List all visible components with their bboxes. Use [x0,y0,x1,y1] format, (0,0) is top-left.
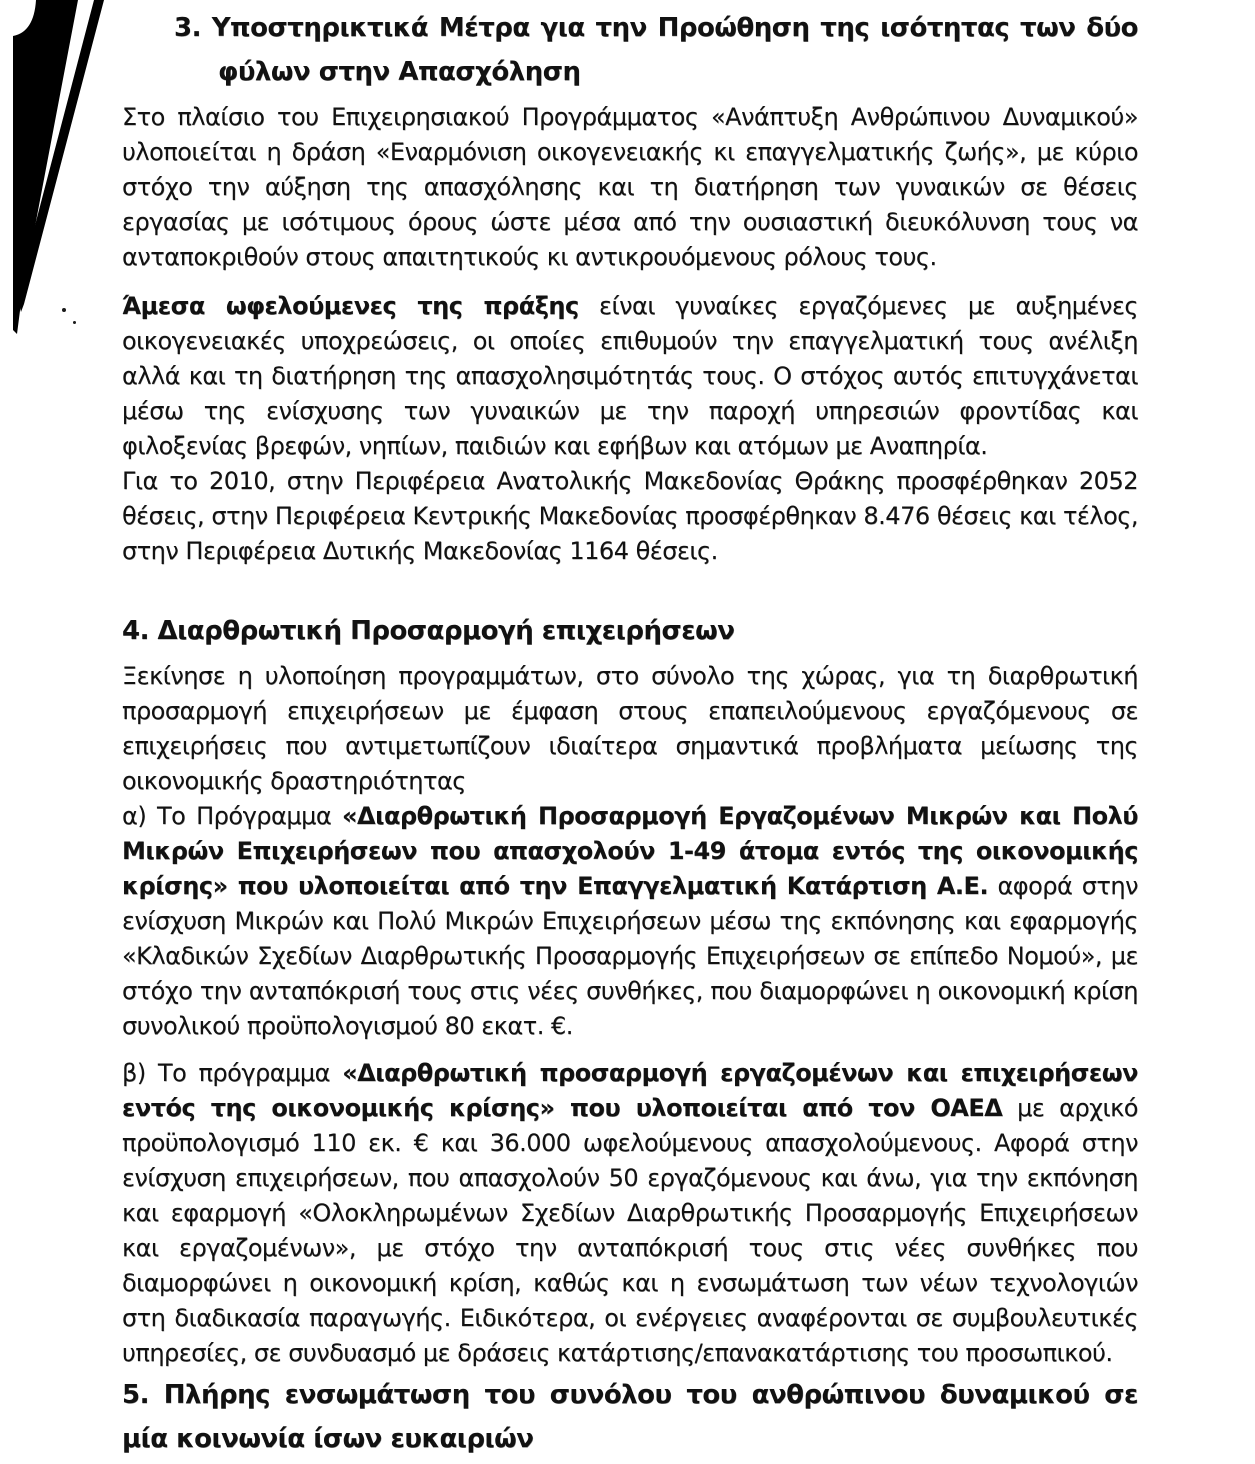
item-b-lead: β) Το πρόγραμμα [122,1059,343,1087]
item-b-program-title-bold: «Διαρθρωτική προσαρμογή εργαζομένων και επιχειρήσεων εντός της οικονομικής κρίσης» που υλοποιείται από τον ΟΑΕΔ [122,1059,1138,1122]
item-a-lead: α) Το Πρόγραμμα [122,802,343,830]
section-4-item-b [122,1056,1138,1371]
section-3-number: 3. [174,13,201,43]
section-3-paragraph-beneficiaries [122,289,1138,464]
document-content [122,6,1138,1461]
beneficiaries-lead-bold: Άμεσα ωφελούμενες της πράξης [122,292,579,320]
scan-speckle [62,308,66,312]
beneficiaries-body: είναι γυναίκες εργαζόμενες με αυξημένες οικογενειακές υποχρεώσεις, οι οποίες επιθυμούν την επαγγελματική τους ανέλιξη αλλά και τη διατήρηση της απασχολησιμότητάς τους. Ο στόχος αυτός επιτυγχάνεται μέσω της ενίσχυσης των γυναικών με την παροχή υπηρεσιών φροντίδας και φιλοξενίας βρεφών, νηπίων, παιδιών και εφήβων και ατόμων με Αναπηρία. [122,292,1138,460]
section-4-intro: Ξεκίνησε η υλοποίηση προγραμμάτων, στο σύνολο της χώρας, για τη διαρθρωτική προσαρμογή επιχειρήσεων με έμφαση στους επαπειλούμενους εργαζόμενους σε επιχειρήσεις που αντιμετωπίζουν ιδιαίτερα σημαντικά προβλήματα μείωσης της οικονομικής δραστηριότητας [122,662,1138,795]
section-3-title: Υποστηρικτικά Μέτρα για την Προώθηση της ισότητας των δύο φύλων στην Απασχόληση [211,13,1138,87]
item-a-program-title-bold: «Διαρθρωτική Προσαρμογή Εργαζομένων Μικρών και Πολύ Μικρών Επιχειρήσεων που απασχολούν 1-49 άτομα εντός της οικονομικής κρίσης» που υλοποιείται από την Επαγγελματική Κατάρτιση Α.Ε. [122,802,1138,900]
section-3-heading [122,6,1138,94]
item-b-body: με αρχικό προϋπολογισμό 110 εκ. € και 36.000 ωφελούμενους απασχολούμενους. Αφορά στην ενίσχυση επιχειρήσεων, που απασχολούν 50 εργαζόμενους και άνω, για την εκπόνηση και εφαρμογή «Ολοκληρωμένων Σχεδίων Διαρθρωτικής Προσαρμογής Επιχειρήσεων και εργαζομένων», με στόχο την ανταπόκρισή τους στις νέες συνθήκες που διαμορφώνει η οικονομική κρίση, καθώς και η ενσωμάτωση των νέων τεχνολογιών στη διαδικασία παραγωγής. Ειδικότερα, οι ενέργειες αναφέρονται σε συμβουλευτικές υπηρεσίες, σε συνδυασμό με δράσεις κατάρτισης/επανακατάρτισης του προσωπικού. [122,1094,1138,1367]
section-5-heading: 5. Πλήρης ενσωμάτωση του συνόλου του ανθρώπινου δυναμικού σε μία κοινωνία ίσων ευκαιριών [122,1380,1138,1454]
section-4-item-a [122,799,1138,1044]
section-3-paragraph-program: Στο πλαίσιο του Επιχειρησιακού Προγράμματος «Ανάπτυξη Ανθρώπινου Δυναμικού» υλοποιείται η δράση «Εναρμόνιση οικογενειακής κι επαγγελματικής ζωής», με κύριο στόχο την αύξηση της απασχόλησης και τη διατήρηση των γυναικών σε θέσεις εργασίας με ισότιμους όρους ώστε μέσα από την ουσιαστική διευκόλυνση τους να ανταποκριθούν στους απαιτητικούς κι αντικρουόμενους ρόλους τους. [122,103,1138,271]
item-a-body: αφορά στην ενίσχυση Μικρών και Πολύ Μικρών Επιχειρήσεων μέσω της εκπόνησης και εφαρμογής «Κλαδικών Σχεδίων Διαρθρωτικής Προσαρμογής Επιχειρήσεων σε επίπεδο Νομού», με στόχο την ανταπόκρισή τους στις νέες συνθήκες, που διαμορφώνει η οικονομική κρίση συνολικού προϋπολογισμού 80 εκατ. €. [122,872,1138,1040]
section-3-paragraph-2010-figures: Για το 2010, στην Περιφέρεια Ανατολικής Μακεδονίας Θράκης προσφέρθηκαν 2052 θέσεις, στην Περιφέρεια Κεντρικής Μακεδονίας προσφέρθηκαν 8.476 θέσεις και τέλος, στην Περιφέρεια Δυτικής Μακεδονίας 1164 θέσεις. [122,467,1138,565]
scan-speckle [73,321,76,324]
scan-artifact [0,0,115,345]
section-4-heading: 4. Διαρθρωτική Προσαρμογή επιχειρήσεων [122,616,735,646]
